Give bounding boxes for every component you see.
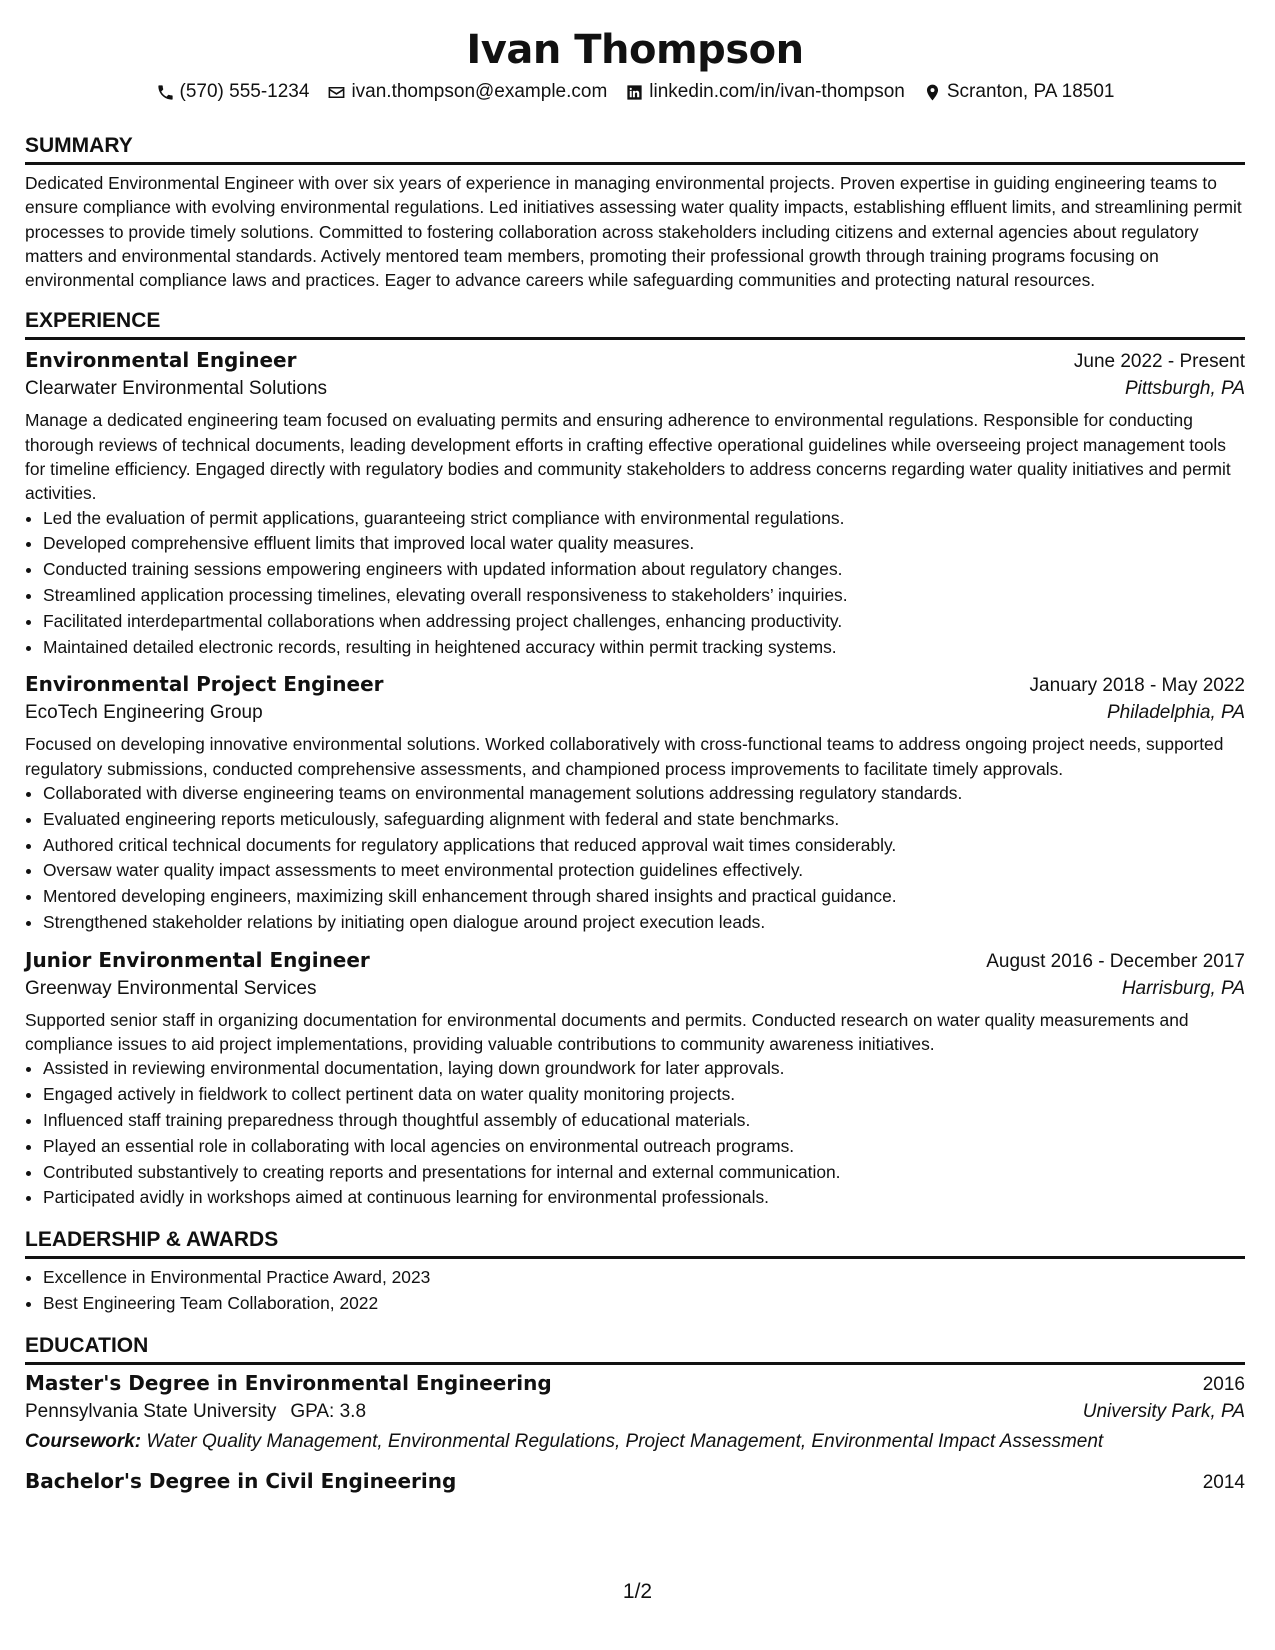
awards-list xyxy=(25,1265,1245,1317)
page-number: 1/2 xyxy=(622,1580,653,1603)
list-item: • Excellence in Environmental Practice Award, 2023 xyxy=(43,1265,1245,1291)
resume-page xyxy=(25,0,1245,1497)
job-company: Clearwater Environmental Solutions xyxy=(25,378,328,400)
experience-section xyxy=(25,308,1245,1211)
candidate-name: Ivan Thompson xyxy=(466,27,804,73)
degree-title: Bachelor's Degree in Civil Engineering xyxy=(25,1468,457,1493)
section-title-awards: LEADERSHIP & AWARDS xyxy=(25,1227,1245,1259)
list-item: • Played an essential role in collaborating with local agencies on environmental outreach programs. xyxy=(43,1134,1245,1160)
job-bullets xyxy=(25,1056,1245,1211)
list-item: • Collaborated with diverse engineering teams on environmental management solutions addressing regulatory standards. xyxy=(43,781,1245,807)
list-item: • Developed comprehensive effluent limits that improved local water quality measures. xyxy=(43,531,1245,557)
job-title: Environmental Engineer xyxy=(25,348,297,373)
job-description: Focused on developing innovative environmental solutions. Worked collaboratively with cross-functional teams to address ongoing project needs, supported regulatory submissions, conducted comprehensive assessments, and championed process improvements to facilitate timely approvals. xyxy=(25,734,1224,779)
summary-section xyxy=(25,133,1245,292)
envelope-icon xyxy=(327,83,346,102)
coursework-label: Coursework: xyxy=(25,1430,142,1452)
list-item: • Contributed substantively to creating reports and presentations for internal and external communication. xyxy=(43,1160,1245,1186)
job-dates: June 2022 - Present xyxy=(1073,351,1245,373)
degree-year: 2014 xyxy=(1202,1471,1245,1493)
school-name: Pennsylvania State University xyxy=(25,1400,277,1422)
job-title: Environmental Project Engineer xyxy=(25,672,384,697)
job-description: Supported senior staff in organizing documentation for environmental documents and permits. Conducted research on water quality measurements and compliance issues to aid project implementations, providing valuable contributions to community awareness initiatives. xyxy=(25,1009,1189,1055)
list-item: • Streamlined application processing timelines, elevating overall responsiveness to stakeholders’ inquiries. xyxy=(43,583,1245,609)
summary-text: Dedicated Environmental Engineer with over six years of experience in managing environmental projects. Proven expertise in guiding engineering teams to ensure compliance with evolving environmental regulations. Led initiatives assessing water quality impacts, establishing effluent limits, and streamlining permit processes to provide timely solutions. Committed to fostering collaboration across stakeholders including citizens and external agencies about regulatory matters and environmental standards. Actively mentored team members, promoting their professional growth through training programs focusing on environmental compliance laws and practices. Eager to advance careers while safeguarding communities and protecting natural resources. xyxy=(25,173,1242,291)
coursework xyxy=(25,1429,1245,1455)
degree-year: 2016 xyxy=(1202,1373,1245,1395)
phone-icon xyxy=(156,83,175,102)
linkedin-icon xyxy=(625,83,644,102)
school-location: University Park, PA xyxy=(1082,1400,1245,1422)
list-item: • Participated avidly in workshops aimed at continuous learning for environmental professionals. xyxy=(43,1185,1245,1211)
job-location: Harrisburg, PA xyxy=(1121,977,1245,999)
education-entry xyxy=(25,1369,1245,1455)
education-entry xyxy=(25,1467,1245,1497)
job-title: Junior Environmental Engineer xyxy=(25,947,370,972)
list-item: • Oversaw water quality impact assessments to meet environmental protection guidelines effectively. xyxy=(43,858,1245,884)
email-link[interactable]: ivan.thompson@example.com xyxy=(351,81,608,102)
contact-bar xyxy=(25,80,1245,104)
job-entry xyxy=(25,946,1245,1211)
gpa: GPA: 3.8 xyxy=(290,1400,367,1422)
list-item: • Led the evaluation of permit applications, guaranteeing strict compliance with environmental regulations. xyxy=(43,506,1245,532)
job-company: EcoTech Engineering Group xyxy=(25,702,263,724)
list-item: • Best Engineering Team Collaboration, 2022 xyxy=(43,1291,1245,1317)
job-location: Philadelphia, PA xyxy=(1106,702,1245,724)
contact-phone xyxy=(156,80,310,104)
job-dates: August 2016 - December 2017 xyxy=(986,950,1245,972)
awards-section xyxy=(25,1227,1245,1317)
map-pin-icon xyxy=(923,83,942,102)
education-section xyxy=(25,1333,1245,1497)
school-name-line xyxy=(25,1399,366,1425)
job-dates: January 2018 - May 2022 xyxy=(1029,675,1245,697)
list-item: • Mentored developing engineers, maximizing skill enhancement through shared insights and practical guidance. xyxy=(43,884,1245,910)
list-item: • Facilitated interdepartmental collaborations when addressing project challenges, enhancing productivity. xyxy=(43,609,1245,635)
list-item: • Strengthened stakeholder relations by initiating open dialogue around project execution leads. xyxy=(43,910,1245,936)
coursework-list: Water Quality Management, Environmental Regulations, Project Management, Environmental Impact Assessment xyxy=(146,1430,1104,1452)
list-item: • Maintained detailed electronic records, resulting in heightened accuracy within permit tracking systems. xyxy=(43,635,1245,661)
list-item: • Authored critical technical documents for regulatory applications that reduced approval wait times considerably. xyxy=(43,833,1245,859)
list-item: • Evaluated engineering reports meticulously, safeguarding alignment with federal and state benchmarks. xyxy=(43,807,1245,833)
job-company: Greenway Environmental Services xyxy=(25,977,317,999)
list-item: • Conducted training sessions empowering engineers with updated information about regulatory changes. xyxy=(43,557,1245,583)
job-bullets xyxy=(25,781,1245,936)
job-entry xyxy=(25,346,1245,660)
job-description: Manage a dedicated engineering team focused on evaluating permits and ensuring adherence to environmental regulations. Responsible for conducting thorough reviews of technical documents, leading development efforts in crafting effective operational guidelines while overseeing project management tools for timeline efficiency. Engaged directly with regulatory bodies and community stakeholders to address concerns regarding water quality initiatives and permit activities. xyxy=(25,410,1231,504)
location-text: Scranton, PA 18501 xyxy=(946,81,1115,102)
contact-email[interactable] xyxy=(327,80,607,104)
contact-linkedin[interactable] xyxy=(625,80,905,104)
job-location: Pittsburgh, PA xyxy=(1124,378,1245,400)
section-title-summary: SUMMARY xyxy=(25,133,1245,165)
job-bullets xyxy=(25,506,1245,661)
contact-location xyxy=(923,80,1115,104)
job-entry xyxy=(25,670,1245,935)
list-item: • Assisted in reviewing environmental documentation, laying down groundwork for later approvals. xyxy=(43,1056,1245,1082)
linkedin-link[interactable]: linkedin.com/in/ivan-thompson xyxy=(649,81,905,102)
phone-text: (570) 555-1234 xyxy=(179,81,310,102)
list-item: • Engaged actively in fieldwork to collect pertinent data on water quality monitoring projects. xyxy=(43,1082,1245,1108)
section-title-education: EDUCATION xyxy=(25,1333,1245,1365)
list-item: • Influenced staff training preparedness through thoughtful assembly of educational materials. xyxy=(43,1108,1245,1134)
section-title-experience: EXPERIENCE xyxy=(25,308,1245,340)
degree-title: Master's Degree in Environmental Engineering xyxy=(25,1370,552,1395)
